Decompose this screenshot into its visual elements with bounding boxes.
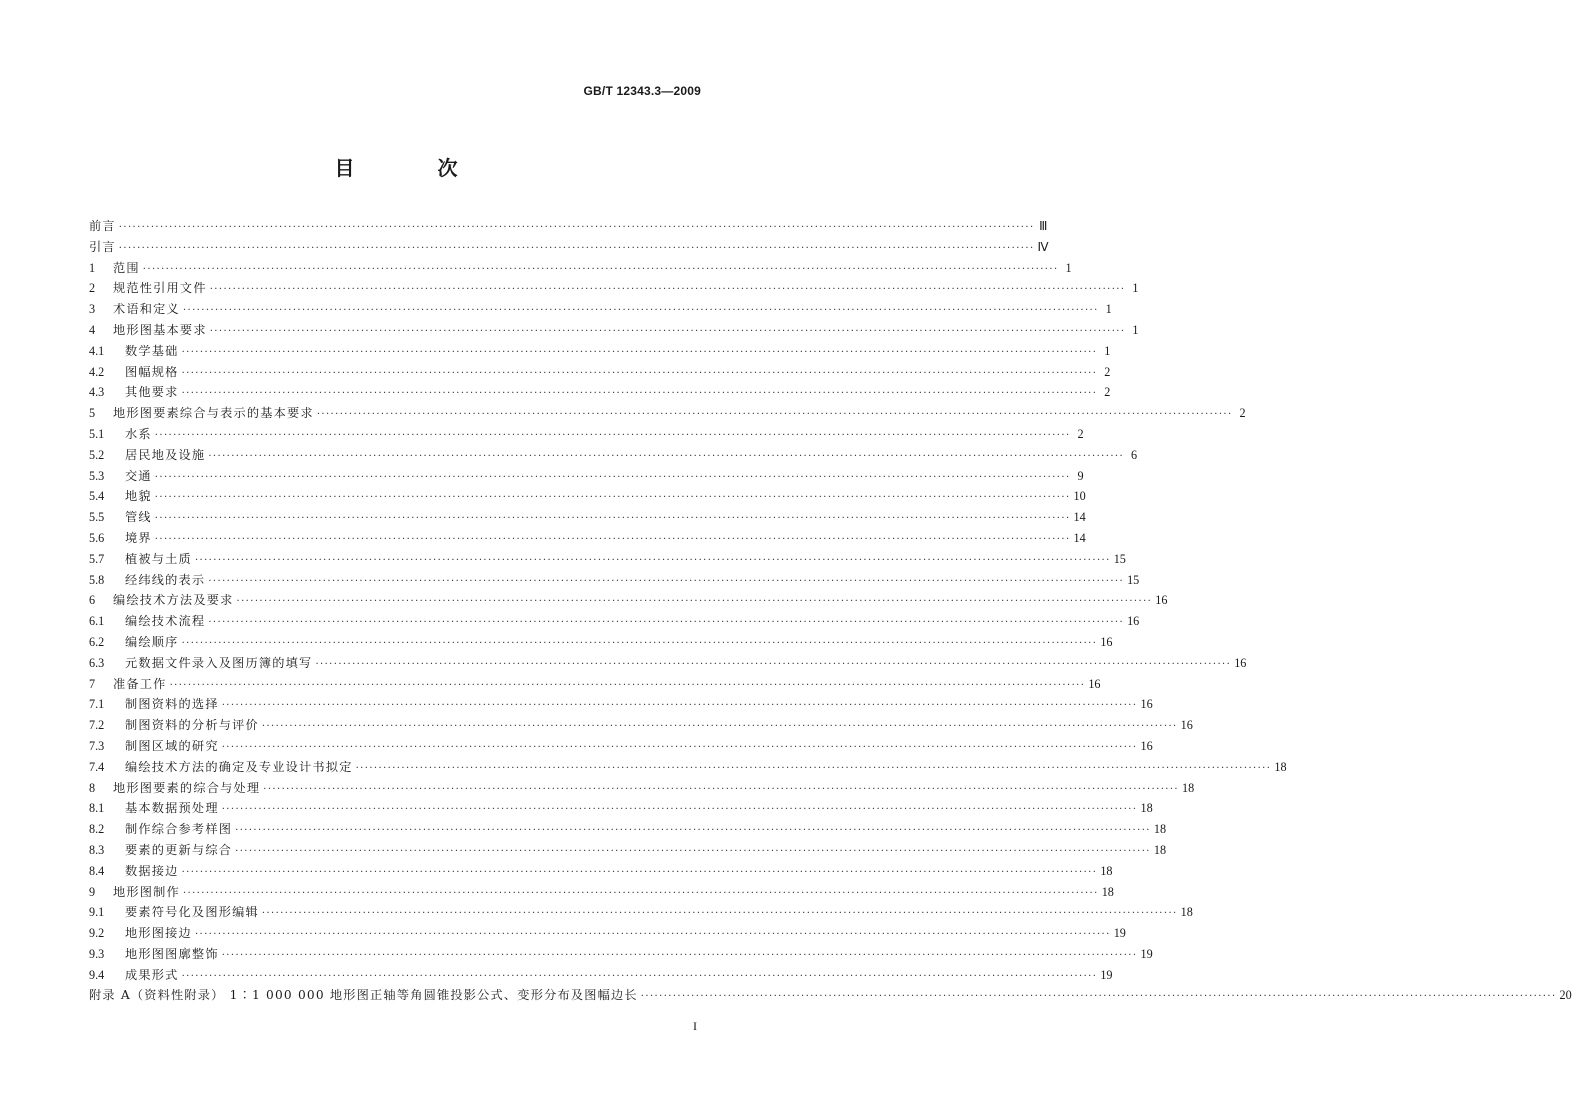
toc-leader-dots: ········································································································································································································	[154, 513, 1071, 525]
toc-entry[interactable]	[89, 778, 1195, 799]
toc-entry-page: 6	[1130, 447, 1138, 462]
toc-entry-title: 编绘技术流程	[125, 614, 206, 629]
toc-entry-title: 水系	[125, 426, 152, 441]
toc-entry[interactable]	[89, 549, 1126, 570]
toc-entry-number: 8.3	[89, 842, 105, 857]
toc-entry-title: 地形图要素的综合与处理	[113, 780, 261, 795]
toc-entry-title: 居民地及设施	[125, 447, 206, 462]
toc-entry-page: 16	[1234, 655, 1247, 670]
toc-entry[interactable]	[89, 590, 1168, 611]
toc-entry-page: 18	[1180, 905, 1193, 920]
toc-entry[interactable]	[89, 278, 1139, 299]
toc-entry-number: 6.3	[89, 655, 105, 670]
toc-entry-page: 16	[1100, 634, 1113, 649]
toc-leader-dots: ········································································································································································································	[261, 721, 1178, 733]
toc-entry-title: 数据接边	[125, 863, 179, 878]
toc-entry-title: 基本数据预处理	[125, 801, 219, 816]
toc-leader-dots: ········································································································································································································	[355, 762, 1272, 774]
toc-entry-number: 5.4	[89, 489, 105, 504]
toc-entry-title: 地形图图廓整饰	[125, 946, 219, 961]
toc-entry-page: 1	[1105, 302, 1112, 317]
toc-entry-number: 6	[89, 593, 96, 608]
toc-leader-dots: ········································································································································································································	[209, 325, 1126, 337]
toc-entry-page: 16	[1088, 676, 1101, 691]
toc-entry-number: 5.6	[89, 530, 105, 545]
toc-entry-number: 7.2	[89, 718, 105, 733]
toc-leader-dots: ········································································································································································································	[208, 575, 1125, 587]
toc-entry-number: 1	[89, 260, 96, 275]
toc-leader-dots: ········································································································································································································	[154, 471, 1071, 483]
toc-entry[interactable]	[89, 902, 1193, 923]
toc-entry[interactable]	[89, 715, 1193, 736]
toc-entry-number: 5.1	[89, 426, 105, 441]
toc-leader-dots: ········································································································································································································	[194, 554, 1111, 566]
toc-entry[interactable]	[89, 507, 1086, 528]
toc-entry[interactable]	[89, 653, 1247, 674]
toc-entry-page: 18	[1153, 822, 1167, 837]
toc-entry-title: 术语和定义	[113, 302, 180, 317]
toc-entry-page: 18	[1274, 759, 1287, 774]
toc-entry-title: 数学基础	[125, 343, 179, 358]
toc-entry[interactable]	[89, 216, 1048, 237]
toc-entry-number: 8.2	[89, 822, 105, 837]
toc-leader-dots: ········································································································································································································	[154, 533, 1071, 545]
toc-entry-title: 准备工作	[113, 676, 167, 691]
toc-leader-dots: ········································································································································································································	[209, 284, 1126, 296]
toc-entry[interactable]	[89, 258, 1072, 279]
toc-leader-dots: ········································································································································································································	[221, 949, 1138, 961]
toc-entry-title: 编绘顺序	[125, 634, 179, 649]
toc-leader-dots: ········································································································································································································	[142, 263, 1059, 275]
toc-entry-number: 6.1	[89, 614, 105, 629]
toc-leader-dots: ········································································································································································································	[640, 991, 1557, 1003]
toc-entry-page: 1	[1065, 260, 1072, 275]
toc-entry[interactable]	[89, 445, 1138, 466]
toc-entry-title: 规范性引用文件	[113, 281, 207, 296]
toc-entry-title: 附录 A（资料性附录） 1∶1 000 000 地形图正轴等角圆锥投影公式、变形分布及图幅边长	[89, 988, 638, 1003]
toc-leader-dots: ········································································································································································································	[181, 970, 1098, 982]
toc-entry-title: 引言	[89, 239, 116, 254]
toc-entry[interactable]	[89, 736, 1153, 757]
toc-leader-dots: ········································································································································································································	[208, 450, 1125, 462]
toc-entry[interactable]	[89, 882, 1114, 903]
toc-entry-title: 元数据文件录入及图历簿的填写	[125, 655, 313, 670]
toc-entry-number: 9.4	[89, 967, 105, 982]
toc-entry[interactable]	[89, 341, 1111, 362]
toc-entry-page: 9	[1077, 468, 1084, 483]
toc-entry-page: 16	[1155, 593, 1168, 608]
toc-leader-dots: ········································································································································································································	[315, 658, 1232, 670]
toc-leader-dots: ········································································································································································································	[181, 388, 1098, 400]
toc-entry-page: 16	[1127, 614, 1140, 629]
toc-leader-dots: ········································································································································································································	[169, 679, 1086, 691]
toc-entry-page: 18	[1101, 884, 1114, 899]
toc-entry-page: 2	[1104, 385, 1111, 400]
toc-leader-dots: ········································································································································································································	[181, 637, 1098, 649]
toc-entry-page: 2	[1104, 364, 1111, 379]
toc-leader-dots: ········································································································································································································	[235, 845, 1151, 857]
toc-entry-number: 5.7	[89, 551, 105, 566]
toc-leader-dots: ········································································································································································································	[236, 596, 1153, 608]
toc-entry[interactable]	[89, 528, 1086, 549]
table-of-contents	[89, 216, 1572, 1006]
toc-entry[interactable]	[89, 674, 1101, 695]
toc-entry[interactable]	[89, 819, 1167, 840]
toc-entry-number: 9.3	[89, 946, 105, 961]
toc-entry-title: 管线	[125, 510, 152, 525]
toc-entry-number: 7	[89, 676, 96, 691]
toc-entry-title: 制作综合参考样图	[125, 822, 233, 837]
page-number: I	[693, 1019, 697, 1033]
toc-entry-title: 地貌	[125, 489, 152, 504]
toc-leader-dots: ········································································································································································································	[263, 783, 1180, 795]
toc-leader-dots: ········································································································································································································	[182, 305, 1099, 317]
toc-entry[interactable]	[89, 299, 1112, 320]
toc-entry-number: 4.3	[89, 385, 105, 400]
toc-entry-page: 15	[1127, 572, 1140, 587]
toc-entry[interactable]	[89, 757, 1287, 778]
toc-entry[interactable]	[89, 237, 1049, 258]
toc-leader-dots: ········································································································································································································	[118, 242, 1035, 254]
toc-entry[interactable]	[89, 965, 1113, 986]
toc-entry-title: 地形图基本要求	[113, 322, 207, 337]
toc-entry-page: 14	[1073, 530, 1086, 545]
toc-entry[interactable]	[89, 923, 1126, 944]
toc-entry-title: 要素的更新与综合	[125, 842, 233, 857]
toc-entry[interactable]	[89, 570, 1140, 591]
toc-entry-number: 4	[89, 322, 96, 337]
toc-entry[interactable]	[89, 798, 1153, 819]
toc-entry-page: 18	[1140, 801, 1153, 816]
toc-entry-number: 8.4	[89, 863, 105, 878]
toc-entry-page: 2	[1077, 426, 1084, 441]
toc-entry-number: 7.4	[89, 759, 105, 774]
toc-entry-number: 8.1	[89, 801, 105, 816]
toc-entry[interactable]	[89, 466, 1084, 487]
standard-code: GB/T 12343.3—2009	[583, 84, 701, 98]
toc-entry[interactable]	[89, 632, 1113, 653]
toc-entry-title: 制图资料的选择	[125, 697, 219, 712]
toc-entry-title: 地形图接边	[125, 926, 192, 941]
toc-leader-dots: ········································································································································································································	[208, 617, 1125, 629]
toc-leader-dots: ········································································································································································································	[181, 346, 1098, 358]
toc-entry[interactable]	[89, 861, 1113, 882]
toc-entry-title: 植被与土质	[125, 551, 192, 566]
toc-entry-page: 14	[1073, 510, 1086, 525]
toc-entry-number: 5.3	[89, 468, 105, 483]
toc-entry-number: 4.1	[89, 343, 105, 358]
toc-entry-page: Ⅲ	[1039, 219, 1048, 233]
toc-entry-number: 9.2	[89, 926, 105, 941]
toc-entry[interactable]	[89, 840, 1167, 861]
toc-entry-title: 图幅规格	[125, 364, 179, 379]
toc-entry-page: 18	[1182, 780, 1195, 795]
toc-entry-title: 地形图要素综合与表示的基本要求	[113, 406, 314, 421]
toc-entry-number: 6.2	[89, 634, 105, 649]
toc-entry-page: 16	[1180, 718, 1193, 733]
toc-entry-number: 5.2	[89, 447, 105, 462]
toc-entry-title: 前言	[89, 219, 116, 233]
toc-leader-dots: ········································································································································································································	[181, 866, 1098, 878]
toc-entry-title: 成果形式	[125, 967, 179, 982]
toc-entry[interactable]	[89, 486, 1086, 507]
toc-leader-dots: ········································································································································································································	[221, 700, 1138, 712]
toc-entry-page: 20	[1559, 988, 1572, 1003]
toc-entry[interactable]	[89, 694, 1153, 715]
toc-leader-dots: ········································································································································································································	[221, 741, 1138, 753]
toc-entry-page: 10	[1073, 489, 1086, 504]
toc-entry-number: 9.1	[89, 905, 105, 920]
toc-entry[interactable]	[89, 362, 1111, 383]
toc-entry-page: 16	[1140, 738, 1153, 753]
page-title: 目 次	[334, 156, 496, 180]
toc-entry-number: 7.3	[89, 738, 105, 753]
toc-entry-page: 16	[1140, 697, 1153, 712]
toc-entry-page: 19	[1113, 926, 1126, 941]
toc-entry-title: 编绘技术方法的确定及专业设计书拟定	[125, 759, 353, 774]
toc-entry-title: 交通	[125, 468, 152, 483]
toc-leader-dots: ········································································································································································································	[118, 222, 1035, 233]
toc-entry-number: 2	[89, 281, 96, 296]
toc-entry-title: 制图区域的研究	[125, 738, 219, 753]
toc-leader-dots: ········································································································································································································	[194, 929, 1111, 941]
toc-leader-dots: ········································································································································································································	[181, 367, 1098, 379]
toc-entry-number: 9	[89, 884, 96, 899]
toc-entry[interactable]	[89, 944, 1153, 965]
toc-entry[interactable]	[89, 403, 1246, 424]
toc-entry-title: 制图资料的分析与评价	[125, 718, 259, 733]
toc-entry-number: 3	[89, 302, 96, 317]
toc-leader-dots: ········································································································································································································	[221, 804, 1138, 816]
toc-entry-page: 2	[1239, 406, 1246, 421]
toc-leader-dots: ········································································································································································································	[154, 429, 1071, 441]
toc-entry-page: 18	[1153, 842, 1167, 857]
toc-entry-title: 经纬线的表示	[125, 572, 206, 587]
toc-leader-dots: ········································································································································································································	[154, 492, 1071, 504]
toc-entry-title: 其他要求	[125, 385, 179, 400]
toc-entry[interactable]	[89, 382, 1111, 403]
toc-entry-page: 1	[1104, 343, 1111, 358]
toc-entry-number: 5	[89, 406, 96, 421]
toc-entry[interactable]	[89, 611, 1140, 632]
toc-leader-dots: ········································································································································································································	[182, 887, 1099, 899]
toc-leader-dots: ········································································································································································································	[235, 825, 1151, 837]
toc-entry-title: 编绘技术方法及要求	[113, 593, 234, 608]
toc-leader-dots: ········································································································································································································	[261, 908, 1178, 920]
toc-entry-number: 8	[89, 780, 96, 795]
toc-entry-page: 19	[1140, 946, 1153, 961]
toc-entry-page: 18	[1100, 863, 1113, 878]
toc-entry[interactable]	[89, 985, 1572, 1006]
toc-entry[interactable]	[89, 320, 1139, 341]
toc-entry-page: 19	[1100, 967, 1113, 982]
toc-entry-number: 7.1	[89, 697, 105, 712]
toc-entry-page: Ⅳ	[1037, 239, 1049, 254]
toc-leader-dots: ········································································································································································································	[316, 409, 1233, 421]
toc-entry-page: 1	[1132, 281, 1139, 296]
toc-entry-page: 1	[1132, 322, 1139, 337]
toc-entry-title: 境界	[125, 530, 152, 545]
toc-entry-number: 5.5	[89, 510, 105, 525]
toc-entry-page: 15	[1113, 551, 1126, 566]
toc-entry-number: 4.2	[89, 364, 105, 379]
toc-entry-number: 5.8	[89, 572, 105, 587]
toc-entry-title: 要素符号化及图形编辑	[125, 905, 259, 920]
toc-entry[interactable]	[89, 424, 1084, 445]
toc-entry-title: 范围	[113, 260, 140, 275]
toc-entry-title: 地形图制作	[113, 884, 180, 899]
